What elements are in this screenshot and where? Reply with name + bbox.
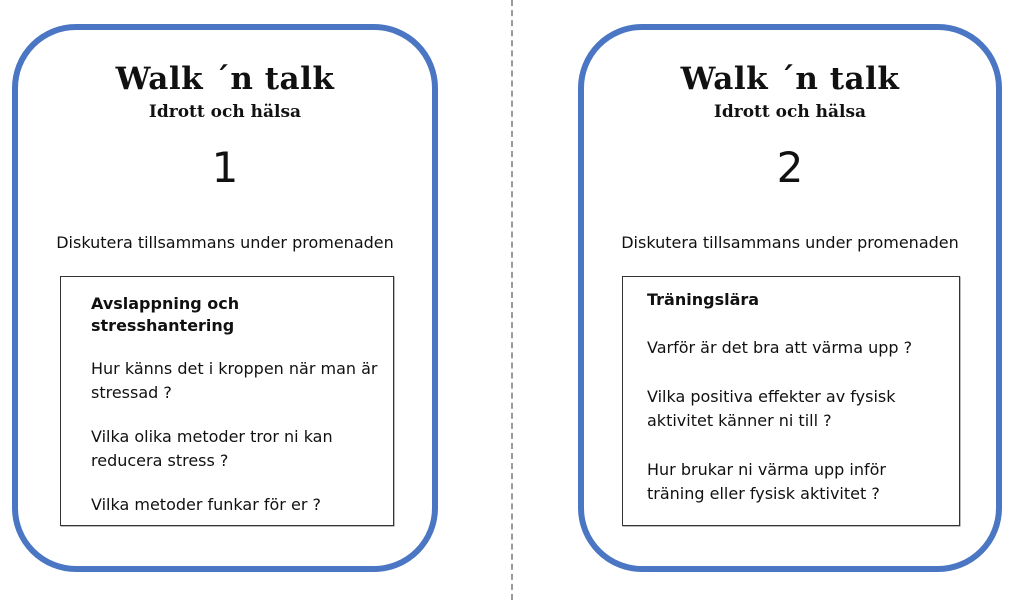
question-item: Vilka positiva effekter av fysisk aktivitet känner ni till ?: [647, 387, 896, 430]
card-intro: Diskutera tillsammans under promenaden: [56, 233, 394, 252]
question-item: Varför är det bra att värma upp ?: [647, 338, 913, 357]
question-topic: Träningslära: [647, 290, 760, 309]
question-box: [622, 276, 960, 526]
discussion-card-1: [12, 24, 438, 572]
question-box: [60, 276, 394, 526]
card-intro: Diskutera tillsammans under promenaden: [621, 233, 959, 252]
card-title: Walk ´n talk: [680, 61, 900, 97]
card-subtitle: Idrott och hälsa: [148, 102, 302, 122]
card-number: 1: [211, 143, 239, 192]
card-title: Walk ´n talk: [115, 61, 335, 97]
question-item: Vilka metoder funkar för er ?: [91, 495, 321, 514]
discussion-card-2: [578, 24, 1002, 572]
question-topic: Avslappning och stresshantering: [91, 294, 240, 335]
card-number: 2: [776, 143, 804, 192]
card-subtitle: Idrott och hälsa: [713, 102, 867, 122]
cut-line-divider: [511, 0, 513, 600]
question-item: Hur känns det i kroppen när man är stressad ?: [91, 359, 378, 402]
question-item: Hur brukar ni värma upp inför träning eller fysisk aktivitet ?: [647, 460, 887, 503]
question-item: Vilka olika metoder tror ni kan reducera stress ?: [91, 427, 333, 470]
